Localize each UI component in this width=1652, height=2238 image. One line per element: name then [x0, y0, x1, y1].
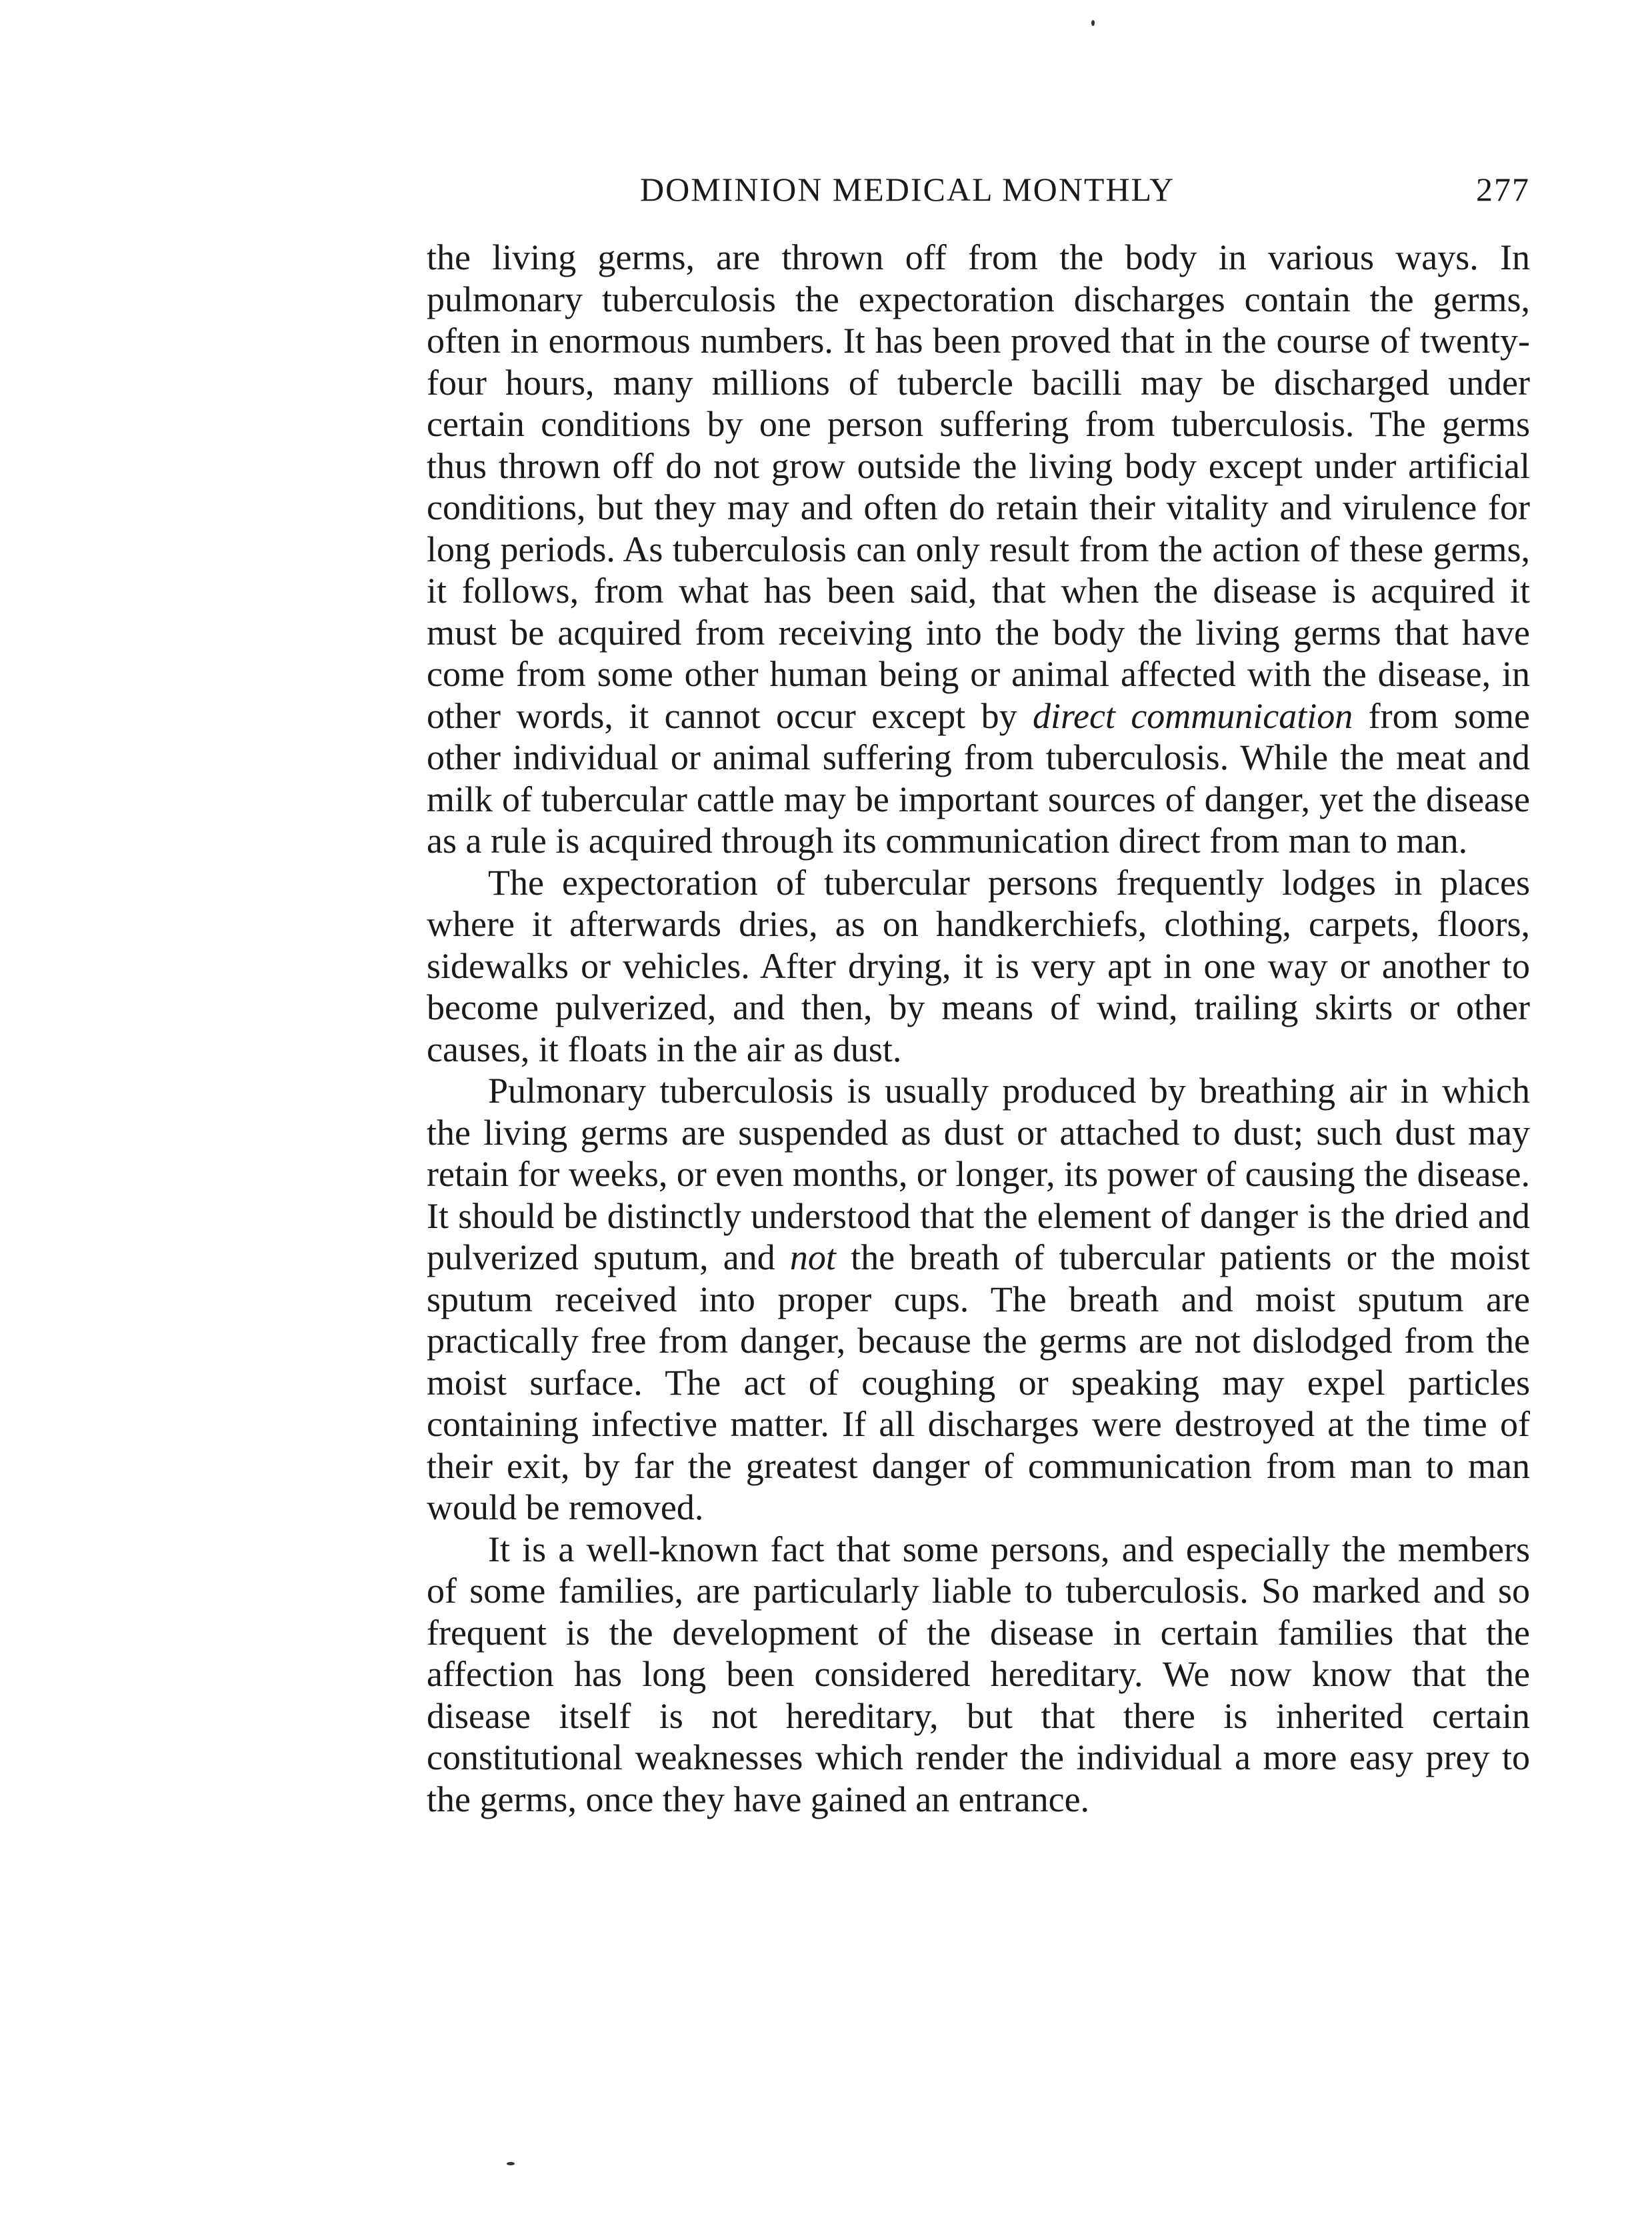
paragraph-2 [427, 862, 1530, 1071]
print-speck-bottom [507, 2162, 515, 2165]
paragraph-4 [427, 1529, 1530, 1821]
paragraph-1 [427, 237, 1530, 862]
page-number: 277 [1476, 171, 1530, 208]
paragraph-3 [427, 1070, 1530, 1529]
paragraph-3-text-b: the breath of tubercular patients or the moist sputum received into proper cups. The breath and moist sputum are practically free from danger, because the germs are not dislodged from the moist surface. The act of coughing or speaking may expel particles containing infective matter. If all discharges were destroyed at the time of their exit, by far the greatest danger of communication from man to man would be removed. [427, 1237, 1530, 1527]
print-speck-top [1091, 20, 1095, 26]
emphasis-direct-communication: direct communication [1032, 695, 1353, 736]
paragraph-1-text-a: the living germs, are thrown off from the body in various ways. In pulmonary tuberculosis the expectoration discharges contain the germs, often in enormous numbers. It has been proved that in the course of twenty-four hours, many millions of tubercle bacilli may be discharged under certain conditions by one person suffering from tuberculosis. The germs thus thrown off do not grow outside the living body except under artificial conditions, but they may and often do retain their vitality and virulence for long periods. As tuberculosis can only result from the action of these germs, it follows, from what has been said, that when the disease is acquired it must be acquired from receiving into the body the living germs that have come from some other human being or animal affected with the disease, in other words, it cannot occur except by [427, 237, 1530, 736]
paragraph-1-text-b: from some other individual or animal suffering from tuberculosis. While the meat and milk of tubercular cattle may be important sources of danger, yet the disease as a rule is acquired through its communication direct from man to man. [427, 695, 1531, 861]
journal-title: DOMINION MEDICAL MONTHLY [640, 171, 1175, 208]
running-head [427, 170, 1530, 223]
emphasis-not: not [789, 1237, 836, 1277]
paragraph-4-text: It is a well-known fact that some persons, and especially the members of some families, are particularly liable to tuberculosis. So marked and so frequent is the development of the disease in certain families that the affection has long been considered hereditary. We now know that the disease itself is not hereditary, but that there is inherited certain constitutional weaknesses which render the individual a more easy prey to the germs, once they have gained an entrance. [427, 1529, 1530, 1819]
article-body [427, 237, 1530, 1820]
paragraph-2-text: The expectoration of tubercular persons frequently lodges in places where it afterwards dries, as on handkerchiefs, clothing, carpets, floors, sidewalks or vehicles. After drying, it is very apt in one way or another to become pulverized, and then, by means of wind, trailing skirts or other causes, it floats in the air as dust. [427, 862, 1530, 1069]
paragraph-3-text-a: Pulmonary tuberculosis is usually produced by breathing air in which the living germs are suspended as dust or attached to dust; such dust may retain for weeks, or even months, or longer, its power of causing the disease. It should be distinctly understood that the element of danger is the dried and pulverized sputum, and [427, 1071, 1530, 1277]
